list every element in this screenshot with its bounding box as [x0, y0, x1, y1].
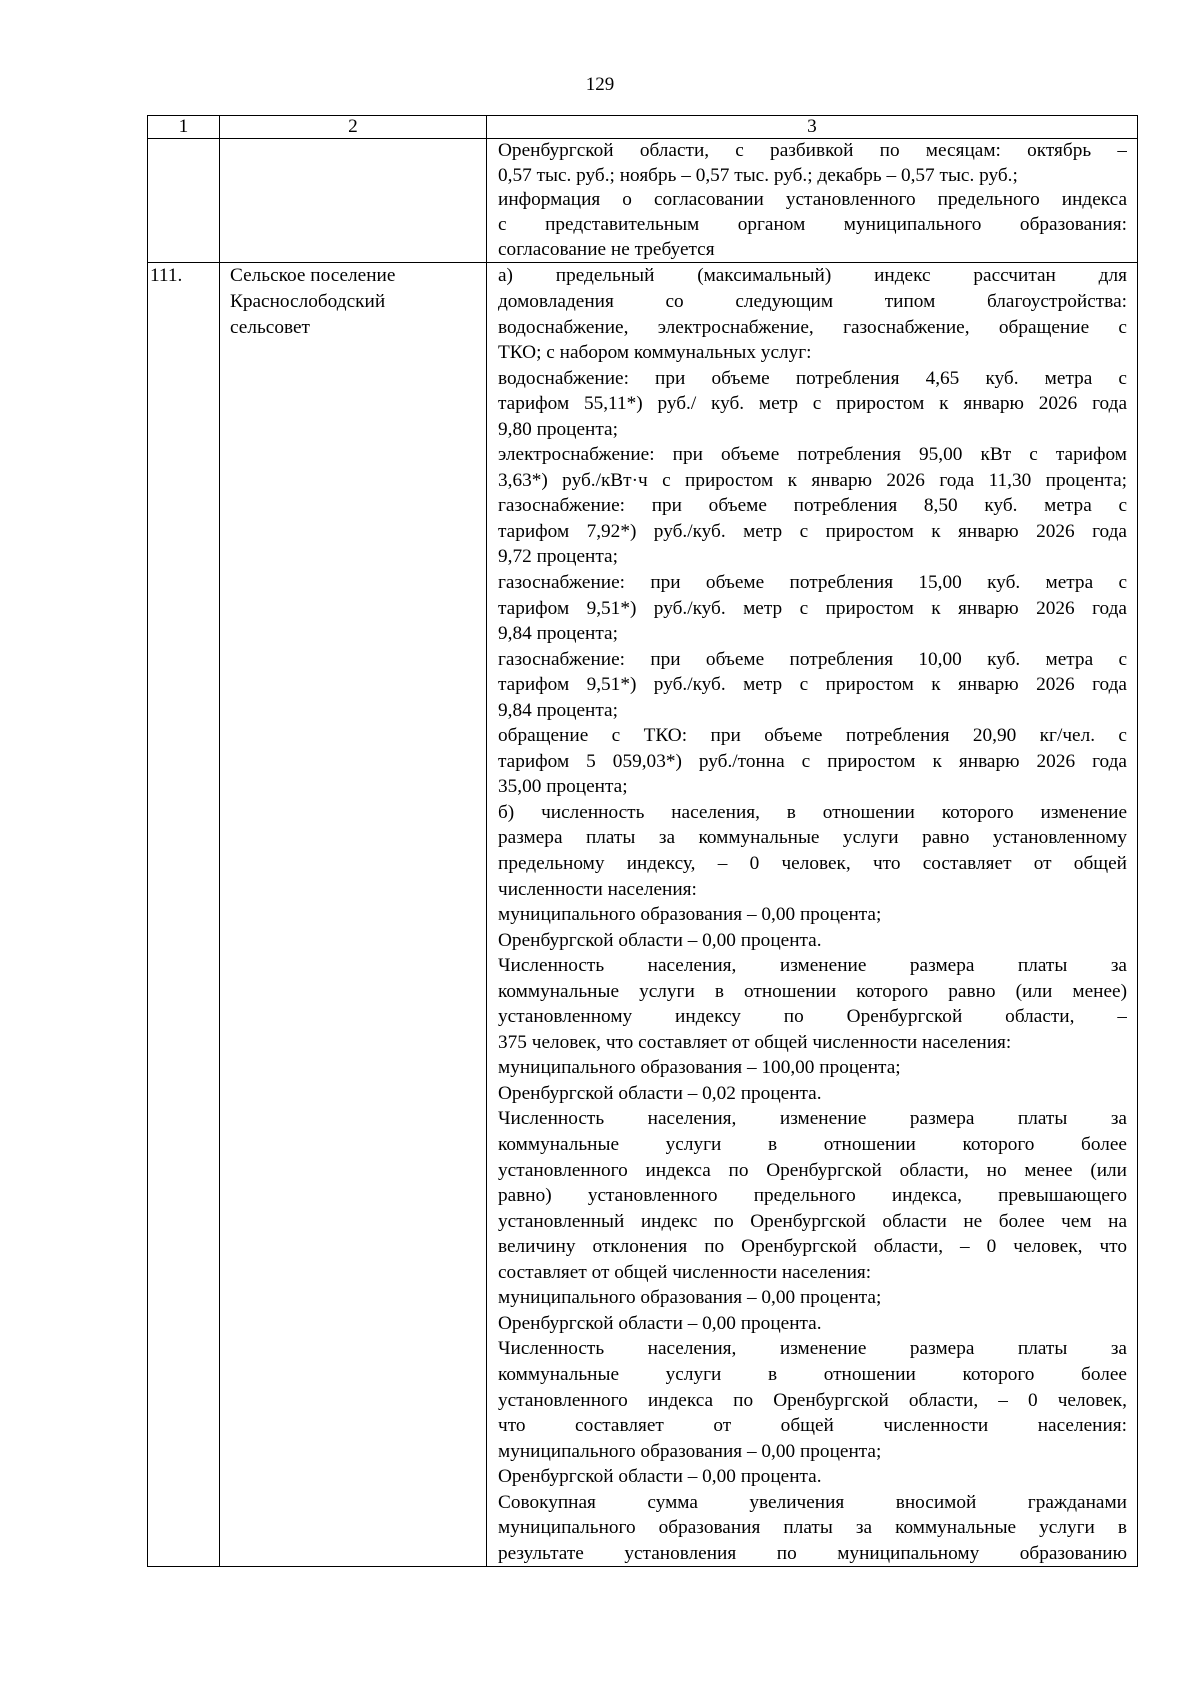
- text-line: 35,00 процента;: [498, 776, 628, 798]
- text-line: что составляет от общей численности населения:: [498, 1415, 1127, 1437]
- text-line: информация о согласовании установленного предельного индекса: [498, 189, 1127, 211]
- column-header-3: 3: [487, 116, 1138, 139]
- text-line: муниципального образования – 0,00 процента;: [498, 1440, 882, 1462]
- text-line: муниципального образования – 0,00 процента;: [498, 1287, 882, 1309]
- text-line: муниципального образования – 100,00 процента;: [498, 1057, 901, 1079]
- text-line: Численность населения, изменение размера платы за: [498, 1338, 1127, 1360]
- text-line: водоснабжение: при объеме потребления 4,65 куб. метра с: [498, 367, 1127, 389]
- text-line: коммунальные услуги в отношении которого более: [498, 1363, 1127, 1385]
- text-line: установленного индекса по Оренбургской области, – 0 человек,: [498, 1389, 1127, 1411]
- text-line: предельному индексу, – 0 человек, что составляет от общей: [498, 853, 1127, 875]
- text-line: б) численность населения, в отношении которого изменение: [498, 801, 1127, 823]
- text-line: 9,84 процента;: [498, 623, 618, 645]
- text-line: 9,72 процента;: [498, 546, 618, 568]
- text-line: водоснабжение, электроснабжение, газоснабжение, обращение с: [498, 316, 1127, 338]
- text-line: тарифом 5 059,03*) руб./тонна с приростом к январю 2026 года: [498, 750, 1127, 772]
- document-table: [147, 115, 1138, 1567]
- text-line: 3,63*) руб./кВт·ч с приростом к январю 2026 года 11,30 процента;: [498, 469, 1127, 491]
- row-number-cell: 111.: [148, 263, 220, 1567]
- text-line: Оренбургской области – 0,00 процента.: [498, 1312, 822, 1334]
- text-line: результате установления по муниципальному образованию: [498, 1542, 1127, 1564]
- text-line: Численность населения, изменение размера платы за: [498, 955, 1127, 977]
- text-line: составляет от общей численности населения:: [498, 1261, 872, 1283]
- row-name-cell: [220, 139, 487, 263]
- column-header-2: 2: [220, 116, 487, 139]
- text-line: Оренбургской области – 0,00 процента.: [498, 1466, 822, 1488]
- text-line: Оренбургской области – 0,00 процента.: [498, 929, 822, 951]
- text-line: тарифом 9,51*) руб./куб. метр с приростом к январю 2026 года: [498, 597, 1127, 619]
- page-number: 129: [585, 74, 615, 95]
- text-line: муниципального образования платы за коммунальные услуги в: [498, 1517, 1127, 1539]
- text-line: численности населения:: [498, 878, 697, 900]
- text-line: коммунальные услуги в отношении которого равно (или менее): [498, 980, 1127, 1002]
- row-text-cell: [487, 263, 1138, 1567]
- text-line: 375 человек, что составляет от общей численности населения:: [498, 1031, 1012, 1053]
- text-line: Оренбургской области, с разбивкой по месяцам: октябрь –: [498, 140, 1127, 161]
- text-line: коммунальные услуги в отношении которого более: [498, 1134, 1127, 1156]
- text-line: согласование не требуется: [498, 238, 715, 260]
- text-line: тарифом 7,92*) руб./куб. метр с приростом к январю 2026 года: [498, 520, 1127, 542]
- table-row-continuation: [148, 139, 1138, 263]
- text-line: Сельское поселение: [230, 265, 396, 287]
- text-line: сельсовет: [230, 316, 310, 338]
- text-line: установленному индексу по Оренбургской области, –: [498, 1006, 1127, 1028]
- text-line: Оренбургской области – 0,02 процента.: [498, 1082, 822, 1104]
- text-line: Численность населения, изменение размера платы за: [498, 1108, 1127, 1130]
- text-line: тарифом 9,51*) руб./куб. метр с приростом к январю 2026 года: [498, 674, 1127, 696]
- text-line: 0,57 тыс. руб.; ноябрь – 0,57 тыс. руб.; декабрь – 0,57 тыс. руб.;: [498, 164, 1018, 186]
- table-header-row: [148, 116, 1138, 139]
- text-line: муниципального образования – 0,00 процента;: [498, 904, 882, 926]
- row-number-cell: [148, 139, 220, 263]
- text-line: ТКО; с набором коммунальных услуг:: [498, 342, 812, 364]
- text-line: электроснабжение: при объеме потребления 95,00 кВт с тарифом: [498, 444, 1127, 466]
- text-line: газоснабжение: при объеме потребления 15,00 куб. метра с: [498, 572, 1127, 593]
- text-line: Краснослободский: [230, 290, 386, 312]
- text-line: размера платы за коммунальные услуги равно установленному: [498, 827, 1127, 849]
- text-line: домовладения со следующим типом благоустройства:: [498, 290, 1127, 312]
- text-line: обращение с ТКО: при объеме потребления 20,90 кг/чел. с: [498, 725, 1127, 747]
- text-line: газоснабжение: при объеме потребления 8,50 куб. метра с: [498, 495, 1127, 517]
- text-line: величину отклонения по Оренбургской области, – 0 человек, что: [498, 1236, 1127, 1258]
- text-line: с представительным органом муниципального образования:: [498, 214, 1127, 236]
- text-line: газоснабжение: при объеме потребления 10,00 куб. метра с: [498, 648, 1127, 670]
- text-line: установленный индекс по Оренбургской области не более чем на: [498, 1210, 1127, 1232]
- column-header-1: 1: [148, 116, 220, 139]
- text-line: 9,80 процента;: [498, 418, 618, 440]
- text-line: а) предельный (максимальный) индекс рассчитан для: [498, 265, 1127, 287]
- text-line: Совокупная сумма увеличения вносимой гражданами: [498, 1491, 1127, 1513]
- text-line: 9,84 процента;: [498, 699, 618, 721]
- text-line: равно) установленного предельного индекса, превышающего: [498, 1185, 1127, 1207]
- text-line: установленного индекса по Оренбургской области, но менее (или: [498, 1159, 1127, 1181]
- row-name-cell: [220, 263, 487, 1567]
- table-row-111: [148, 263, 1138, 1567]
- row-text-cell: [487, 139, 1138, 263]
- text-line: тарифом 55,11*) руб./ куб. метр с приростом к январю 2026 года: [498, 393, 1127, 415]
